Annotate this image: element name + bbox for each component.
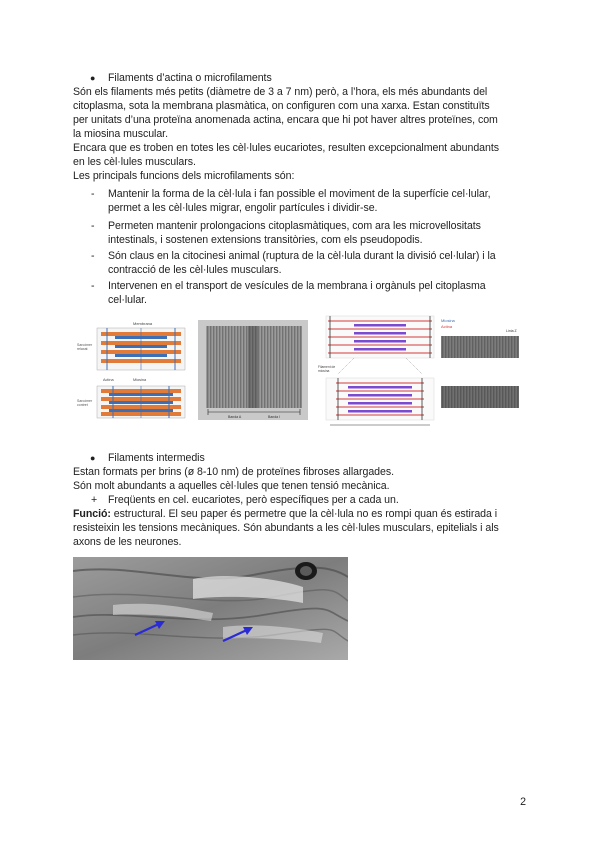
function-text: estructural. El seu paper és permetre que la cèl·lula no es rompi quan és estirada i [110,508,498,520]
para1-line: Són els filaments més petits (diàmetre de 3 a 7 nm) però, a l’hora, els més abundants del [73,86,488,98]
sarcomere-contracted [97,386,185,418]
function-line: resisteixin les tensions mecàniques. Són abundants a les cèl·lules musculars, epitelials i als [73,522,499,534]
function-item-line: Intervenen en el transport de vesícules de la membrana i orgànuls pel citoplasma [108,280,486,292]
svg-text:Filament de: Filament de [318,365,336,369]
svg-text:Sarcòmer: Sarcòmer [77,343,93,347]
function-label: Funció: [73,508,111,520]
dash-marker: - [91,220,95,232]
section2-line: Estan formats per brins (ø 8-10 nm) de proteïnes fibroses allargades. [73,466,394,478]
svg-text:Banda A: Banda A [228,415,242,419]
svg-text:Banda I: Banda I [268,415,281,419]
section1-heading: Filaments d’actina o microfilaments [108,72,272,84]
fig3-label-linia-z: Línia Z [506,329,517,333]
section2-line: Són molt abundants a aquelles cèl·lules que tenen tensió mecànica. [73,480,390,492]
para1-line: citoplasma, sota la membrana plasmàtica, on configuren com una xarxa. Estan constituïts [73,100,490,112]
function-item-line: intestinals, i sostenen extensions transitòries, com els pseudopodis. [108,234,423,246]
bullet-icon: ● [90,453,96,463]
function-line [73,508,497,522]
svg-text:contret: contret [77,403,88,407]
para2-line: Encara que es troben en totes les cèl·lules eucariotes, resulten excepcionalment abundants [73,142,499,154]
function-item-line: Permeten mantenir prolongacions citoplasmàtiques, com ara les microvellositats [108,220,481,232]
sarcomere-diagram-figure [75,318,190,423]
intermediate-filaments-micrograph [73,557,348,660]
function-line: axons de les neurones. [73,536,182,548]
page-number: 2 [520,796,526,808]
section2-plus-item: Freqüents en cel. eucariotes, però específiques per a cada un. [108,494,399,506]
fig3-label-actina: Actina [441,324,453,329]
plus-marker: + [91,494,98,506]
svg-text:relaxat: relaxat [77,347,88,351]
fig3-label-miosina: Miosina [441,318,455,323]
para1-line: la miosina muscular. [73,128,168,140]
svg-text:Sarcòmer: Sarcòmer [77,399,93,403]
para2-line: en les cèl·lules musculars. [73,156,196,168]
fig1-label-membrana: Membrana [133,321,153,326]
svg-text:miosina: miosina [318,369,330,373]
dash-marker: - [91,188,95,200]
para1-line: per unitats d’una proteïna anomenada actina, encara que hi pot haver altres proteïnes, com [73,114,498,126]
function-item-line: cel·lular. [108,294,147,306]
section2-heading: Filaments intermedis [108,452,205,464]
dash-marker: - [91,280,95,292]
sarcomere-relaxed [97,328,185,370]
fig1-label-miosina: Miosina [133,378,147,382]
filaments-relaxed [326,316,434,358]
function-item-line: contracció de les cèl·lules musculars. [108,264,282,276]
function-item-line: permet a les cèl·lules migrar, engolir partícules i dividir-se. [108,202,378,214]
filament-sliding-diagram-figure [316,312,526,430]
function-item-line: Mantenir la forma de la cèl·lula i fan possible el moviment de la superfície cel·lular, [108,188,491,200]
filaments-contracted [326,378,434,420]
sarcomere-micrograph-figure [198,320,308,420]
bullet-icon: ● [90,73,96,83]
function-item-line: Són claus en la citocinesi animal (ruptura de la cèl·lula durant la divisió cel·lular) i la [108,250,496,262]
functions-intro: Les principals funcions dels microfilaments són: [73,170,295,182]
dash-marker: - [91,250,95,262]
fig1-label-actina: Actina [103,378,114,382]
